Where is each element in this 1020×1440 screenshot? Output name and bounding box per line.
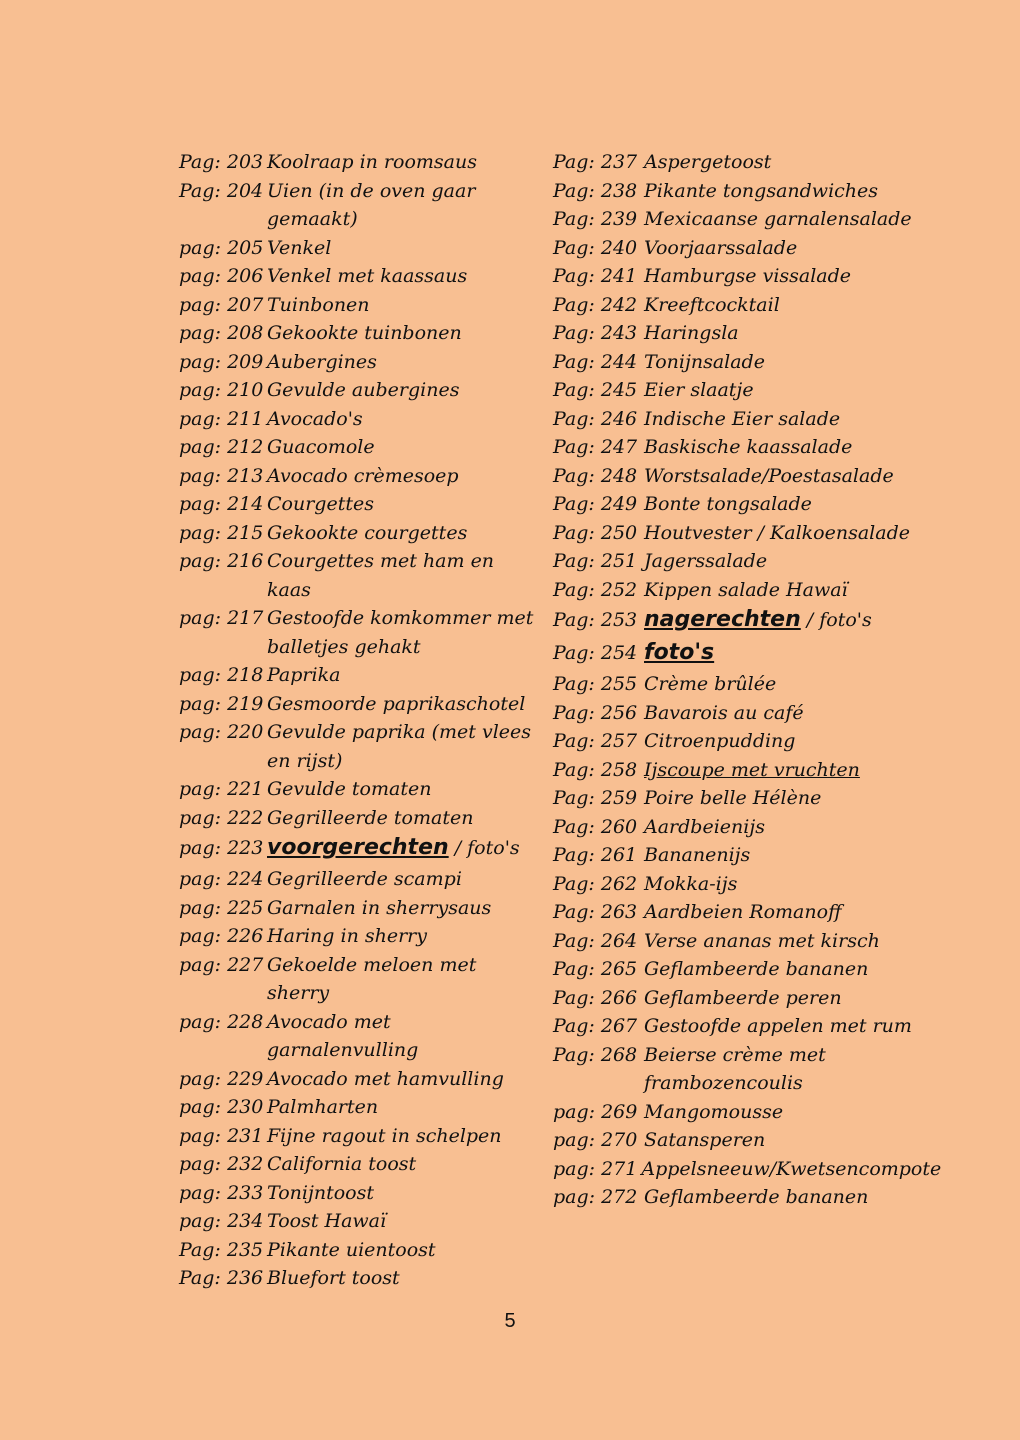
- toc-entry-title: [267, 519, 539, 548]
- toc-page-ref: Pag: 204: [179, 179, 264, 202]
- toc-entry-title: [644, 177, 933, 206]
- toc-entry: [179, 1236, 539, 1265]
- toc-entry-title: [644, 234, 933, 263]
- toc-page-ref: pag: 233: [179, 1181, 264, 1204]
- toc-page-ref: Pag: 268: [553, 1043, 638, 1066]
- toc-page-ref: pag: 214: [179, 493, 264, 515]
- toc-page-ref: pag: 228: [179, 1010, 264, 1033]
- toc-entry-title: [267, 376, 539, 405]
- toc-entry-title: [644, 606, 933, 635]
- toc-entry-title: [644, 462, 933, 491]
- toc-page-ref: Pag: 203: [179, 151, 264, 173]
- toc-page-ref: Pag: 264: [553, 929, 638, 952]
- toc-page-ref: pag: 212: [179, 436, 264, 458]
- toc-entry-title: [267, 834, 539, 863]
- toc-page-ref: pag: 215: [179, 521, 264, 544]
- toc-right-column: [553, 148, 942, 1212]
- toc-page-ref: pag: 229: [179, 1067, 264, 1090]
- toc-entry: [179, 262, 539, 291]
- toc-entry: [179, 319, 539, 348]
- toc-title-text: Bluefort toost: [267, 1267, 400, 1289]
- toc-title-text: Mexicaanse garnalensalade: [644, 208, 912, 230]
- toc-entry: [179, 1150, 539, 1179]
- toc-title-text: Poire belle Hélène: [644, 787, 822, 809]
- toc-title-text: Garnalen in sherrysaus: [267, 896, 492, 919]
- toc-page-ref: pag: 227: [179, 953, 264, 976]
- toc-entry-title: [267, 1264, 539, 1293]
- toc-title-suffix: / foto's: [800, 609, 872, 631]
- toc-page-ref: pag: 222: [179, 806, 264, 829]
- toc-entry: [553, 1041, 933, 1098]
- toc-title-text: Haring in sherry: [267, 925, 427, 947]
- toc-page-ref: pag: 220: [179, 721, 264, 743]
- toc-entry: [553, 1126, 933, 1155]
- toc-entry: [553, 348, 933, 377]
- toc-entry-title: [644, 813, 933, 842]
- toc-entry: [179, 832, 539, 865]
- toc-title-text: Tonijnsalade: [644, 350, 765, 373]
- toc-page-ref: Pag: 244: [553, 350, 638, 373]
- toc-entry-title: [267, 1008, 539, 1065]
- toc-page-ref: Pag: 238: [553, 179, 638, 202]
- toc-entry-title: [267, 922, 539, 951]
- toc-title-text: Pikante tongsandwiches: [644, 179, 879, 202]
- toc-entry: [553, 376, 933, 405]
- toc-entry-title: [644, 519, 933, 548]
- toc-page-ref: pag: 230: [179, 1096, 264, 1118]
- toc-entry: [179, 661, 539, 690]
- toc-entry-title: [644, 870, 933, 899]
- toc-entry-title: [267, 865, 539, 894]
- toc-entry: [553, 670, 933, 699]
- toc-page-ref: pag: 226: [179, 925, 264, 947]
- toc-entry-title: [267, 433, 539, 462]
- toc-page-ref: Pag: 263: [553, 901, 638, 923]
- toc-entry-title: [267, 718, 539, 775]
- toc-entry-title: [267, 775, 539, 804]
- toc-title-text: Bavarois au café: [644, 701, 804, 724]
- toc-entry-title: [644, 898, 933, 927]
- toc-page-ref: Pag: 265: [553, 958, 638, 980]
- toc-page-ref: pag: 270: [553, 1129, 638, 1151]
- toc-entry: [553, 177, 933, 206]
- toc-entry: [553, 291, 933, 320]
- toc-entry-title: [644, 262, 933, 291]
- toc-page-ref: Pag: 236: [179, 1267, 264, 1289]
- toc-entry-title: [644, 927, 933, 956]
- toc-page-ref: Pag: 255: [553, 673, 638, 695]
- toc-entry-title: [644, 547, 933, 576]
- toc-page-ref: pag: 210: [179, 379, 264, 401]
- toc-entry-title: [644, 576, 933, 605]
- toc-entry: [179, 690, 539, 719]
- toc-title-text: Palmharten: [267, 1096, 379, 1118]
- toc-entry: [553, 462, 933, 491]
- toc-title-text: Fijne ragout in schelpen: [267, 1124, 502, 1147]
- toc-entry: [553, 699, 933, 728]
- toc-page-ref: pag: 205: [179, 236, 264, 259]
- toc-title-text: Guacomole: [267, 436, 375, 458]
- toc-entry-title: [644, 348, 933, 377]
- toc-entry-title: [644, 670, 933, 699]
- toc-entry: [553, 984, 933, 1013]
- toc-entry: [553, 547, 933, 576]
- toc-title-text: Toost Hawaï: [267, 1210, 387, 1232]
- toc-title-text: Gesmoorde paprikaschotel: [267, 692, 526, 715]
- toc-entry-title: [644, 841, 933, 870]
- toc-page-ref: pag: 218: [179, 664, 264, 686]
- toc-title-text: Beierse crème met frambozencoulis: [644, 1043, 826, 1094]
- toc-page-ref: pag: 225: [179, 896, 264, 919]
- toc-page-ref: Pag: 258: [553, 758, 638, 781]
- toc-entry-title: [644, 205, 933, 234]
- toc-title-text: California toost: [267, 1153, 417, 1175]
- toc-entry-title: [267, 1236, 539, 1265]
- toc-title-text: Gekookte courgettes: [267, 521, 468, 544]
- toc-page-ref: Pag: 256: [553, 701, 638, 724]
- toc-title-text: Aardbeienijs: [644, 815, 765, 838]
- toc-entry: [553, 841, 933, 870]
- toc-title-text: Baskische kaassalade: [644, 436, 853, 458]
- toc-title-text: Mangomousse: [644, 1100, 784, 1123]
- toc-page-ref: pag: 272: [553, 1186, 638, 1208]
- toc-entry: [179, 490, 539, 519]
- toc-title-text: Paprika: [267, 664, 341, 686]
- toc-entry-title: [267, 804, 539, 833]
- toc-entry: [179, 405, 539, 434]
- toc-title-text: Jagerssalade: [644, 550, 768, 572]
- toc-title-text: Tonijntoost: [267, 1181, 374, 1204]
- toc-page-ref: Pag: 266: [553, 986, 638, 1009]
- toc-page-ref: pag: 207: [179, 293, 264, 316]
- toc-page-ref: Pag: 257: [553, 730, 638, 752]
- toc-title-text: Gevulde aubergines: [267, 379, 460, 401]
- toc-entry: [179, 433, 539, 462]
- toc-title-text: Haringsla: [644, 322, 739, 344]
- toc-entry-title: [644, 784, 933, 813]
- toc-title-text: Avocado crèmesoep: [267, 464, 459, 487]
- toc-entry: [179, 804, 539, 833]
- toc-entry: [553, 262, 933, 291]
- toc-page-ref: Pag: 260: [553, 815, 638, 838]
- toc-page-ref: Pag: 252: [553, 578, 638, 601]
- toc-entry: [553, 1098, 933, 1127]
- toc-entry-title: [644, 148, 933, 177]
- toc-entry: [553, 1183, 933, 1212]
- toc-page-ref: pag: 213: [179, 464, 264, 487]
- section-heading-link[interactable]: nagerechten: [644, 607, 801, 632]
- toc-page-ref: pag: 211: [179, 407, 264, 430]
- toc-entry: [179, 865, 539, 894]
- toc-title-text: Mokka-ijs: [644, 872, 738, 895]
- toc-title-text: Gegrilleerde scampi: [267, 868, 462, 890]
- toc-page-ref: Pag: 235: [179, 1238, 264, 1261]
- toc-page-ref: pag: 224: [179, 868, 264, 890]
- toc-page-ref: Pag: 247: [553, 436, 638, 458]
- toc-entry-title: [644, 756, 933, 785]
- toc-title-text: Bananenijs: [644, 844, 751, 866]
- toc-entry-title: [267, 1207, 539, 1236]
- toc-entry-title: [644, 1041, 933, 1098]
- toc-entry: [553, 319, 933, 348]
- toc-link[interactable]: Ijscoupe met vruchten: [644, 758, 860, 781]
- toc-entry: [553, 433, 933, 462]
- toc-title-text: Aardbeien Romanoff: [644, 901, 842, 923]
- toc-entry-title: [644, 699, 933, 728]
- toc-page-ref: pag: 231: [179, 1124, 264, 1147]
- toc-entry-title: [267, 490, 539, 519]
- toc-page-ref: pag: 269: [553, 1100, 638, 1123]
- toc-page-ref: Pag: 267: [553, 1015, 638, 1037]
- toc-entry-title: [644, 1012, 933, 1041]
- toc-entry: [179, 1179, 539, 1208]
- toc-entry-title: [644, 984, 933, 1013]
- toc-entry-title: [644, 291, 933, 320]
- toc-page-ref: Pag: 259: [553, 787, 638, 809]
- toc-entry-title: [267, 1150, 539, 1179]
- toc-entry: [553, 148, 933, 177]
- toc-entry-title: [644, 490, 933, 519]
- toc-entry-title: [267, 348, 539, 377]
- toc-entry-title: [644, 1126, 933, 1155]
- toc-entry: [179, 718, 539, 775]
- toc-title-text: Avocado met garnalenvulling: [267, 1010, 419, 1061]
- page-number: 5: [504, 1310, 516, 1332]
- toc-entry: [179, 922, 539, 951]
- toc-title-text: Gestoofde komkommer met balletjes gehakt: [267, 607, 534, 658]
- toc-title-text: Tuinbonen: [267, 293, 370, 316]
- toc-page-ref: Pag: 240: [553, 236, 638, 259]
- toc-entry: [553, 870, 933, 899]
- toc-page-ref: Pag: 242: [553, 293, 638, 316]
- section-heading-link[interactable]: voorgerechten: [267, 835, 449, 860]
- toc-title-text: Crème brûlée: [644, 673, 777, 695]
- toc-entry: [179, 1122, 539, 1151]
- toc-entry-title: [267, 951, 539, 1008]
- toc-title-suffix: / foto's: [448, 837, 520, 859]
- toc-entry: [179, 1008, 539, 1065]
- toc-page-ref: Pag: 262: [553, 872, 638, 895]
- toc-page-ref: pag: 217: [179, 607, 264, 629]
- toc-entry: [179, 547, 539, 604]
- toc-title-text: Gekoelde meloen met sherry: [267, 953, 477, 1004]
- toc-entry-title: [267, 661, 539, 690]
- toc-page-ref: pag: 221: [179, 778, 264, 800]
- toc-page-ref: pag: 209: [179, 350, 264, 373]
- toc-page-ref: Pag: 251: [553, 550, 638, 572]
- toc-title-text: Courgettes: [267, 493, 374, 515]
- toc-title-text: Gekookte tuinbonen: [267, 322, 462, 344]
- toc-page-ref: Pag: 261: [553, 844, 638, 866]
- toc-entry-title: [644, 319, 933, 348]
- toc-entry: [553, 405, 933, 434]
- section-heading-link[interactable]: foto's: [644, 640, 715, 665]
- toc-page-ref: pag: 206: [179, 265, 264, 287]
- toc-page-ref: pag: 216: [179, 550, 264, 572]
- toc-entry: [179, 1065, 539, 1094]
- toc-entry: [179, 775, 539, 804]
- toc-title-text: Hamburgse vissalade: [644, 265, 852, 287]
- toc-entry: [179, 1093, 539, 1122]
- toc-entry-title: [267, 1179, 539, 1208]
- toc-entry-title: [267, 405, 539, 434]
- toc-entry-title: [644, 727, 933, 756]
- toc-entry-title: [641, 1155, 941, 1184]
- toc-entry-title: [267, 234, 539, 263]
- toc-entry: [553, 234, 933, 263]
- toc-entry-title: [644, 639, 933, 668]
- toc-entry-title: [267, 462, 539, 491]
- toc-entry: [553, 927, 933, 956]
- toc-entry-title: [267, 547, 539, 604]
- toc-page-ref: Pag: 245: [553, 379, 638, 401]
- toc-page-ref: Pag: 237: [553, 151, 638, 173]
- toc-entry: [553, 727, 933, 756]
- toc-entry: [553, 1155, 942, 1184]
- toc-title-text: Courgettes met ham en kaas: [267, 550, 495, 601]
- toc-page-ref: Pag: 241: [553, 265, 638, 287]
- toc-page-ref: Pag: 249: [553, 493, 638, 515]
- toc-title-text: Kippen salade Hawaï: [644, 578, 848, 601]
- toc-entry-title: [267, 319, 539, 348]
- toc-entry: [553, 637, 933, 670]
- toc-entry: [553, 784, 933, 813]
- toc-title-text: Kreeftcocktail: [644, 293, 780, 316]
- toc-title-text: Gestoofde appelen met rum: [644, 1015, 912, 1037]
- toc-title-text: Indische Eier salade: [644, 407, 841, 430]
- toc-title-text: Citroenpudding: [644, 730, 796, 752]
- toc-entry-title: [644, 955, 933, 984]
- toc-entry: [553, 898, 933, 927]
- toc-entry-title: [644, 1183, 933, 1212]
- toc-title-text: Venkel met kaassaus: [267, 265, 468, 287]
- toc-entry: [179, 348, 539, 377]
- toc-title-text: Satansperen: [644, 1129, 766, 1151]
- toc-title-text: Geflambeerde bananen: [644, 1186, 869, 1208]
- toc-page-ref: Pag: 239: [553, 208, 638, 230]
- toc-left-column: [179, 148, 539, 1293]
- toc-title-text: Worstsalade/Poestasalade: [644, 464, 894, 487]
- toc-title-text: Bonte tongsalade: [644, 493, 812, 515]
- toc-page-ref: pag: 232: [179, 1153, 264, 1175]
- toc-entry-title: [267, 1065, 539, 1094]
- toc-entry-title: [267, 604, 539, 661]
- toc-title-text: Geflambeerde peren: [644, 986, 842, 1009]
- toc-page-ref: pag: 234: [179, 1210, 264, 1232]
- toc-page-ref: Pag: 253: [553, 609, 638, 631]
- toc-title-text: Uien (in de oven gaar gemaakt): [267, 179, 476, 230]
- toc-entry: [179, 462, 539, 491]
- toc-page-ref: pag: 271: [553, 1157, 638, 1180]
- toc-title-text: Avocado met hamvulling: [267, 1067, 504, 1090]
- toc-page-ref: Pag: 248: [553, 464, 638, 487]
- toc-entry: [553, 205, 933, 234]
- toc-entry: [179, 376, 539, 405]
- toc-entry: [179, 177, 539, 234]
- toc-title-text: Verse ananas met kirsch: [644, 929, 880, 952]
- toc-entry: [553, 1012, 933, 1041]
- toc-title-text: Gevulde tomaten: [267, 778, 432, 800]
- toc-entry-title: [267, 690, 539, 719]
- toc-entry: [553, 519, 933, 548]
- toc-page-ref: Pag: 246: [553, 407, 638, 430]
- toc-page-ref: pag: 208: [179, 322, 264, 344]
- toc-entry: [179, 1264, 539, 1293]
- toc-entry: [553, 604, 933, 637]
- toc-title-text: Venkel: [267, 236, 332, 259]
- toc-entry-title: [267, 1122, 539, 1151]
- toc-page-ref: Pag: 254: [553, 642, 638, 664]
- toc-entry-title: [267, 262, 539, 291]
- toc-page-ref: Pag: 243: [553, 322, 638, 344]
- toc-entry-title: [267, 1093, 539, 1122]
- toc-entry: [179, 894, 539, 923]
- toc-page-ref: Pag: 250: [553, 521, 638, 544]
- toc-title-text: Pikante uientoost: [267, 1238, 436, 1261]
- toc-entry: [179, 291, 539, 320]
- toc-entry-title: [644, 433, 933, 462]
- toc-title-text: Gegrilleerde tomaten: [267, 806, 474, 829]
- toc-entry-title: [267, 291, 539, 320]
- toc-title-text: Avocado's: [267, 407, 363, 430]
- toc-page-ref: pag: 219: [179, 692, 264, 715]
- toc-title-text: Geflambeerde bananen: [644, 958, 869, 980]
- toc-entry: [553, 813, 933, 842]
- toc-entry: [553, 955, 933, 984]
- toc-entry: [553, 490, 933, 519]
- toc-entry: [179, 1207, 539, 1236]
- toc-entry: [179, 148, 539, 177]
- toc-entry: [179, 951, 539, 1008]
- toc-entry-title: [644, 376, 933, 405]
- toc-entry-title: [267, 177, 539, 234]
- toc-entry: [553, 756, 933, 785]
- toc-title-text: Gevulde paprika (met vlees en rijst): [267, 721, 532, 772]
- toc-title-text: Voorjaarssalade: [644, 236, 798, 259]
- toc-entry-title: [267, 148, 539, 177]
- toc-entry: [179, 234, 539, 263]
- toc-title-text: Appelsneeuw/Kwetsencompote: [641, 1157, 942, 1180]
- toc-entry-title: [267, 894, 539, 923]
- toc-entry: [553, 576, 933, 605]
- toc-entry: [179, 519, 539, 548]
- toc-title-text: Houtvester / Kalkoensalade: [644, 521, 910, 544]
- toc-entry-title: [644, 405, 933, 434]
- toc-entry: [179, 604, 539, 661]
- toc-title-text: Koolraap in roomsaus: [267, 151, 477, 173]
- toc-title-text: Eier slaatje: [644, 379, 754, 401]
- toc-title-text: Aubergines: [267, 350, 377, 373]
- toc-title-text: Aspergetoost: [644, 151, 772, 173]
- toc-entry-title: [644, 1098, 933, 1127]
- toc-page-ref: pag: 223: [179, 837, 264, 859]
